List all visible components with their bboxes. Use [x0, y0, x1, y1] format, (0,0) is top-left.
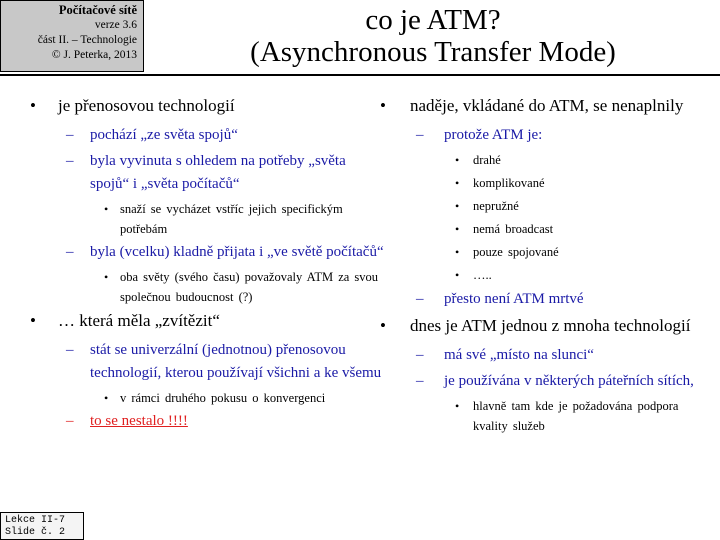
version-label: verze 3.6 — [94, 19, 137, 31]
bullet-item — [380, 94, 710, 118]
sub-item-text: to se nestalo !!!! — [90, 413, 188, 429]
detail-item — [30, 267, 385, 307]
detail-text: hlavně tam kde je požadována podpora kvality služeb — [473, 399, 679, 433]
title-line-1: co je ATM? — [365, 4, 501, 36]
sub-item-text: pochází „ze světa spojů“ — [90, 127, 238, 143]
sub-item — [30, 339, 385, 385]
dash-icon: – — [66, 342, 74, 358]
sub-item — [30, 124, 385, 147]
left-column — [30, 94, 385, 436]
bullet-text: … která měla „zvítězit“ — [58, 311, 220, 330]
detail-text: nepružné — [473, 199, 519, 213]
sub-item-text: byla (vcelku) kladně přijata i „ve světě počítačů“ — [90, 244, 384, 260]
bullet-icon: • — [455, 176, 460, 190]
sub-item-text: protože ATM je: — [444, 127, 543, 143]
sub-item-text: má své „místo na slunci“ — [444, 347, 594, 363]
course-info-box — [0, 0, 144, 72]
bullet-item — [30, 309, 385, 333]
bullet-icon: • — [104, 270, 109, 284]
slide-footer — [0, 512, 84, 540]
bullet-icon: • — [104, 391, 109, 405]
bullet-item — [30, 94, 385, 118]
detail-text: v rámci druhého pokusu o konvergenci — [120, 391, 326, 405]
sub-item — [30, 150, 385, 196]
dash-icon: – — [416, 373, 424, 389]
detail-item — [380, 173, 710, 193]
detail-item — [30, 388, 385, 408]
bullet-icon: • — [455, 199, 460, 213]
sub-item — [380, 370, 710, 393]
bullet-icon: • — [455, 153, 460, 167]
bullet-icon: • — [380, 316, 386, 335]
dash-icon: – — [66, 413, 74, 429]
detail-item — [380, 196, 710, 216]
dash-icon: – — [416, 127, 424, 143]
dash-icon: – — [416, 291, 424, 307]
bullet-icon: • — [455, 268, 460, 282]
sub-item-text: přesto není ATM mrtvé — [444, 291, 584, 307]
detail-item — [380, 265, 710, 285]
detail-text: komplikované — [473, 176, 545, 190]
sub-item-text: stát se univerzální (jednotnou) přenosovou technologií, kterou používají všichni a ke všemu — [90, 342, 382, 381]
sub-item — [30, 241, 385, 264]
detail-item — [380, 242, 710, 262]
bullet-icon: • — [455, 399, 460, 413]
detail-item — [380, 396, 710, 436]
lesson-label: Lekce II-7 — [5, 515, 66, 526]
sub-item-text: je používána v některých páteřních sítích, — [444, 373, 694, 389]
sub-item — [380, 344, 710, 367]
detail-item — [30, 199, 385, 239]
detail-item — [380, 219, 710, 239]
bullet-text: naděje, vkládané do ATM, se nenaplnily — [410, 96, 684, 115]
detail-item — [380, 150, 710, 170]
part-label: část II. – Technologie — [37, 34, 137, 46]
sub-item — [380, 288, 710, 311]
slide-title — [146, 0, 720, 72]
bullet-icon: • — [380, 96, 386, 115]
sub-item-text: byla vyvinuta s ohledem na potřeby „světa spojů“ i „světa počítačů“ — [90, 153, 346, 192]
detail-text: ….. — [473, 268, 492, 282]
detail-text: pouze spojované — [473, 245, 559, 259]
course-name: Počítačové sítě — [58, 3, 137, 17]
bullet-text: je přenosovou technologií — [58, 96, 235, 115]
bullet-icon: • — [455, 245, 460, 259]
dash-icon: – — [66, 153, 74, 169]
detail-text: oba světy (svého času) považovaly ATM za svou společnou budoucnost (?) — [120, 270, 379, 304]
bullet-icon: • — [104, 202, 109, 216]
dash-icon: – — [66, 244, 74, 260]
bullet-icon: • — [455, 222, 460, 236]
bullet-icon: • — [30, 311, 36, 330]
sub-item-highlight — [30, 410, 385, 433]
detail-text: snaží se vycházet vstříc jejich specifickým potřebám — [120, 202, 343, 236]
right-column — [380, 94, 710, 439]
detail-text: drahé — [473, 153, 501, 167]
bullet-item — [380, 314, 710, 338]
author-label: © J. Peterka, 2013 — [51, 49, 137, 61]
title-line-2: (Asynchronous Transfer Mode) — [250, 36, 616, 68]
bullet-icon: • — [30, 96, 36, 115]
dash-icon: – — [416, 347, 424, 363]
title-divider — [0, 74, 720, 76]
sub-item — [380, 124, 710, 147]
detail-text: nemá broadcast — [473, 222, 554, 236]
dash-icon: – — [66, 127, 74, 143]
bullet-text: dnes je ATM jednou z mnoha technologií — [410, 316, 691, 335]
slide-number: Slide č. 2 — [5, 527, 66, 538]
